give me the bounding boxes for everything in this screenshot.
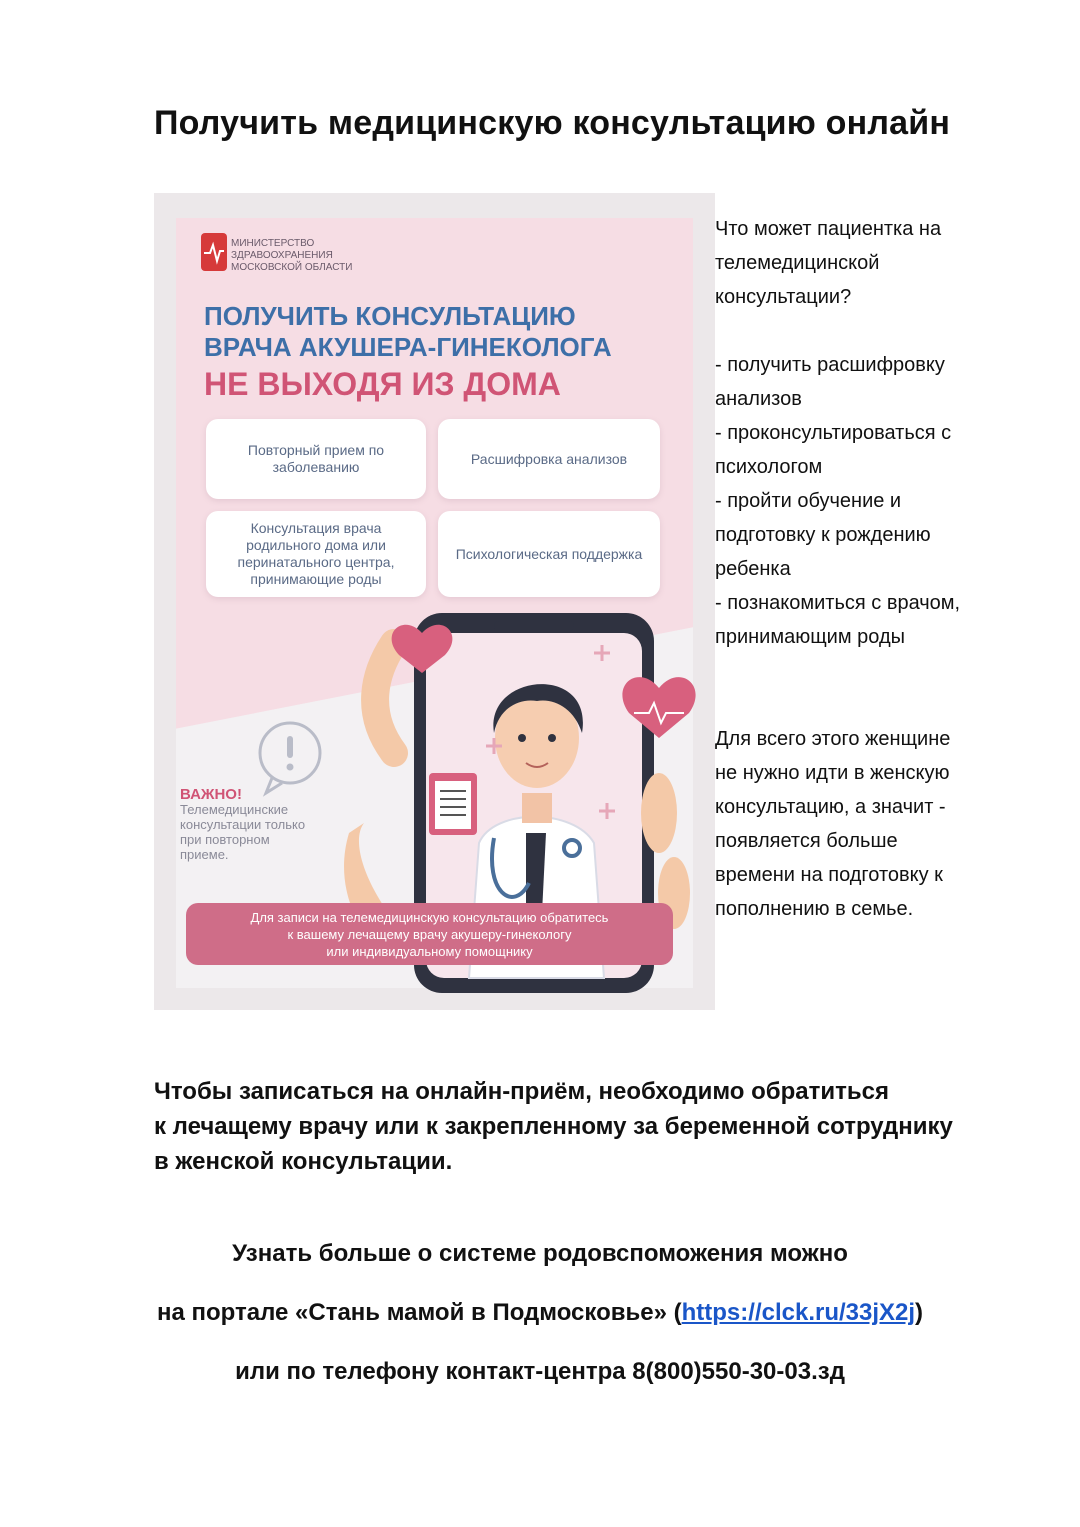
poster-image <box>154 193 715 1010</box>
side-list-line: психологом <box>715 456 823 478</box>
warning-note: ВАЖНО! Телемедицинские консультации только при повторном приеме. <box>180 786 306 862</box>
side-list-line: - пройти обучение и <box>715 490 902 512</box>
side-closing-line: консультацию, а значит - <box>715 796 946 818</box>
poster-heading-accent: НЕ ВЫХОДЯ ИЗ ДОМА <box>204 366 561 402</box>
side-closing-line: Для всего этого женщине <box>715 728 951 750</box>
side-question-line: Что может пациентка на <box>715 218 942 240</box>
footer-line-3: или по телефону контакт-центра 8(800)550-30-03.зд <box>235 1358 845 1385</box>
side-question-line: консультации? <box>715 286 852 308</box>
side-closing-line: не нужно идти в женскую <box>715 762 950 784</box>
ministry-name: МИНИСТЕРСТВО ЗДРАВООХРАНЕНИЯ МОСКОВСКОЙ ОБЛАСТИ <box>231 238 353 273</box>
ministry-logo-icon <box>201 233 227 271</box>
card-psychological-support: Психологическая поддержка <box>438 511 660 597</box>
page-title: Получить медицинскую консультацию онлайн <box>154 104 951 142</box>
side-list-line: - получить расшифровку <box>715 354 945 376</box>
side-closing-line: пополнению в семье. <box>715 898 914 920</box>
side-list-line: ребенка <box>715 558 791 580</box>
card-test-results: Расшифровка анализов <box>438 419 660 499</box>
clipboard-icon <box>429 773 477 835</box>
side-question-line: телемедицинской <box>715 252 880 274</box>
side-list-line: анализов <box>715 388 802 410</box>
footer-line-1: Узнать больше о системе родовспоможения можно <box>232 1240 848 1267</box>
poster-heading: ПОЛУЧИТЬ КОНСУЛЬТАЦИЮ ВРАЧА АКУШЕРА-ГИНЕКОЛОГА <box>204 301 612 362</box>
side-closing-line: времени на подготовку к <box>715 864 943 886</box>
side-list-line: - проконсультироваться с <box>715 422 952 444</box>
footer-line-2: на портале «Стань мамой в Подмосковье» (https://clck.ru/33jX2j) <box>156 1299 924 1326</box>
side-list-line: принимающим роды <box>715 626 905 648</box>
poster-banner: Для записи на телемедицинскую консультацию обратитесь к вашему лечащему врачу акушеру-гинекологу или индивидуальному помощнику <box>186 903 673 965</box>
portal-link[interactable]: https://clck.ru/33jX2j <box>681 1299 916 1326</box>
side-list-line: - познакомиться с врачом, <box>715 592 961 614</box>
signup-instructions: Чтобы записаться на онлайн-приём, необходимо обратиться к лечащему врачу или к закрепленному за беременной сотруднику в женской консультации. <box>154 1078 953 1175</box>
card-maternity-consultation: Консультация врача родильного дома или перинатального центра, принимающие роды <box>206 511 426 597</box>
side-list-line: подготовку к рождению <box>715 524 931 546</box>
side-closing-line: появляется больше <box>715 830 898 852</box>
side-text <box>715 212 1045 926</box>
card-repeat-visit: Повторный прием по заболеванию <box>206 419 426 499</box>
